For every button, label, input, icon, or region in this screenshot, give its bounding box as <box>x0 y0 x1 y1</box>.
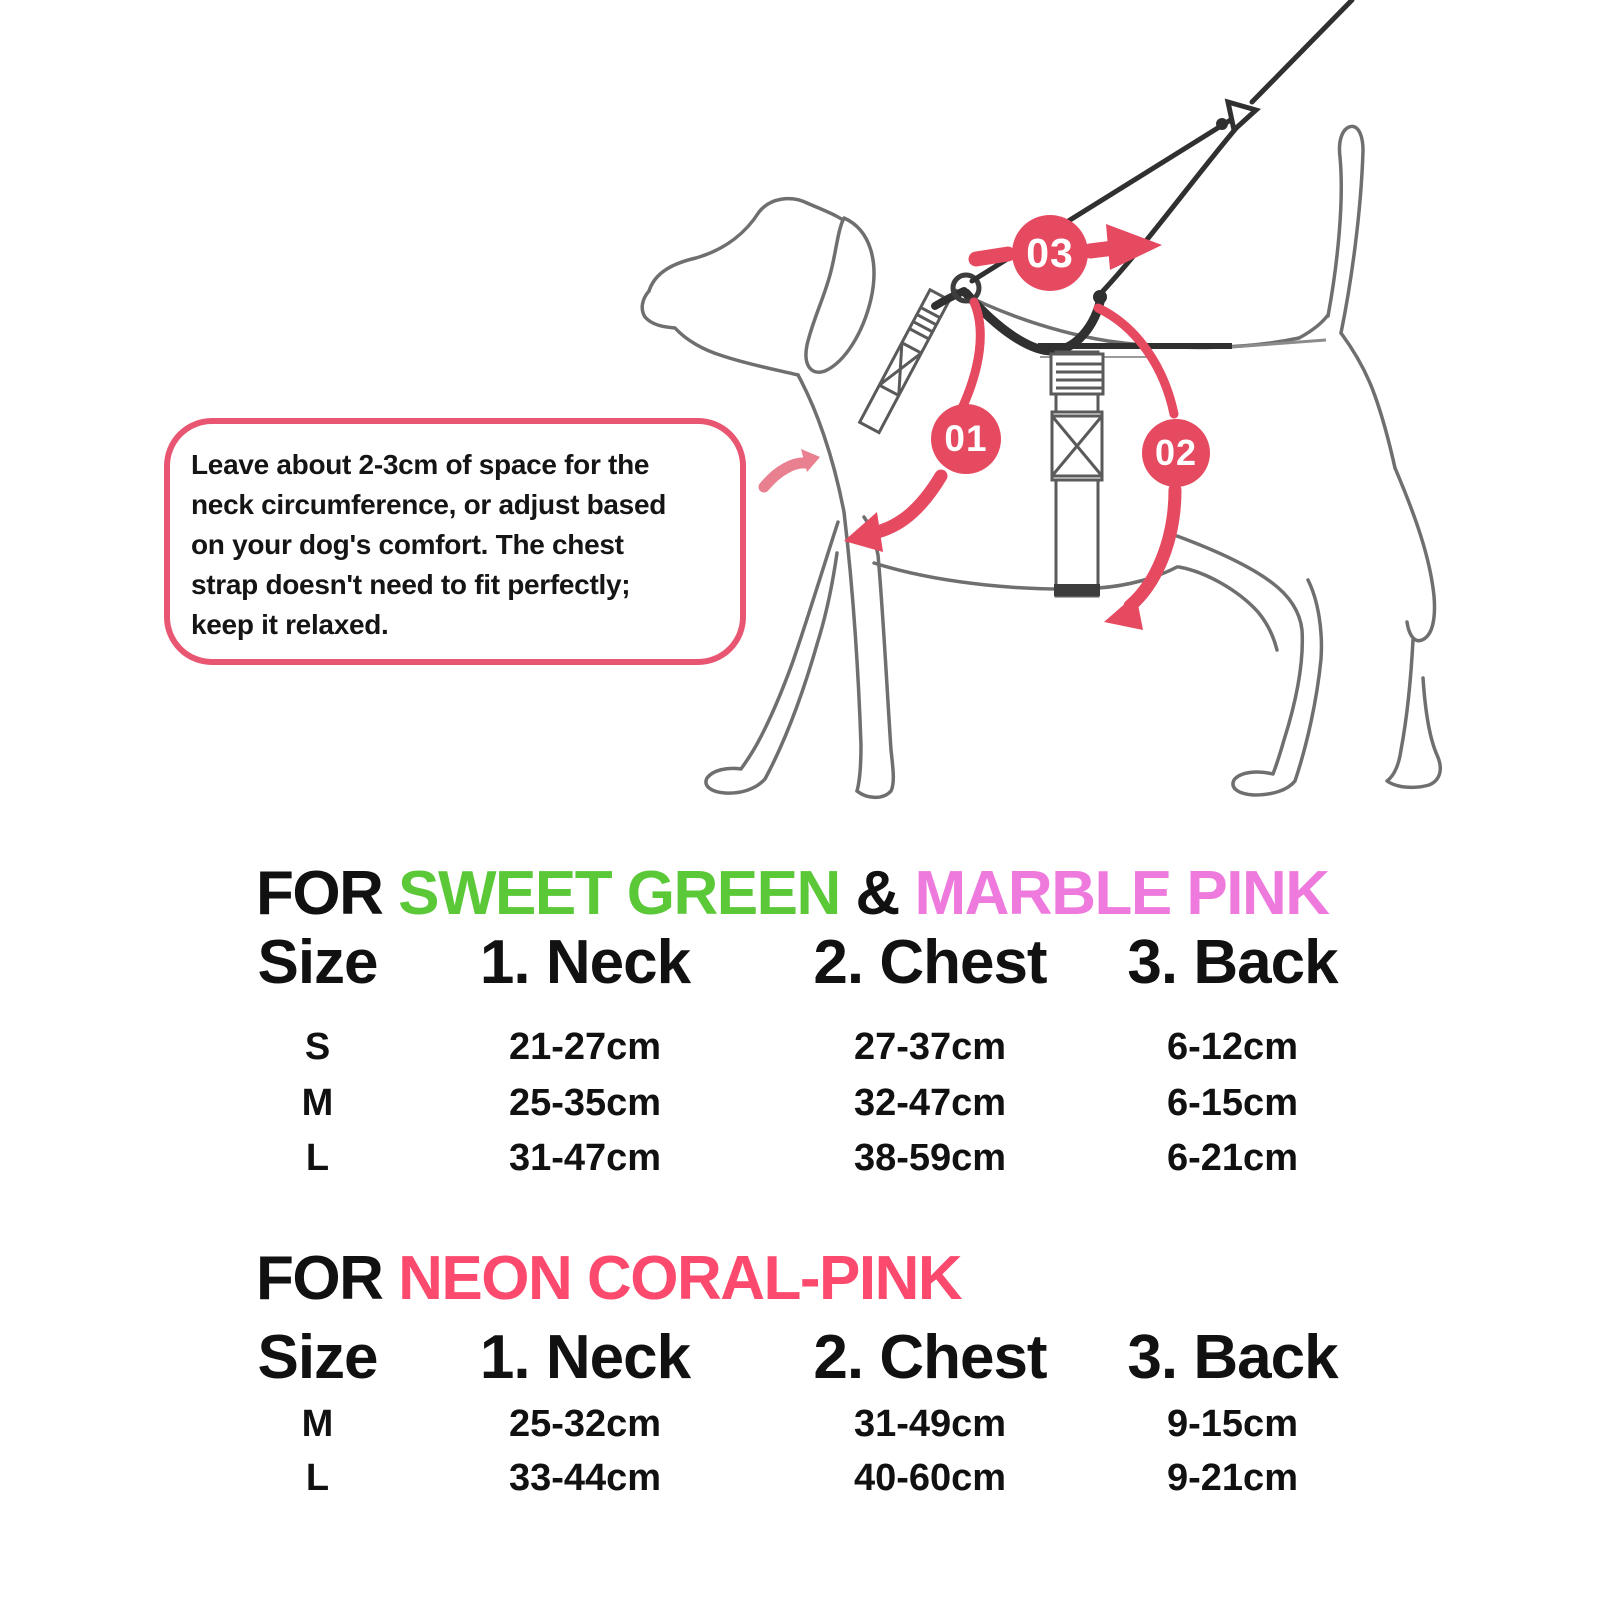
cell-neck: 25-32cm <box>508 1403 662 1445</box>
cell-back: 6-21cm <box>1167 1137 1298 1179</box>
cell-back: 9-15cm <box>1167 1403 1298 1445</box>
cell-back: 9-21cm <box>1167 1457 1298 1499</box>
title-neon-coral-pink: NEON CORAL-PINK <box>398 1244 962 1313</box>
table1-row-m <box>230 1075 1370 1131</box>
cell-size: M <box>301 1082 334 1124</box>
cell-chest: 31-49cm <box>853 1403 1007 1445</box>
title-marble-pink: MARBLE PINK <box>914 859 1329 928</box>
table1-row-s <box>230 1019 1370 1075</box>
col-header-neck: 1. Neck <box>479 928 691 997</box>
title-for: FOR <box>256 1244 399 1313</box>
table1-title <box>256 858 1329 929</box>
title-sweet-green: SWEET GREEN <box>398 859 840 928</box>
table2-row-m <box>230 1396 1370 1452</box>
callout-02-badge: 02 <box>1142 419 1210 487</box>
note-line: strap doesn't need to fit perfectly; <box>191 569 631 600</box>
col-header-size: Size <box>257 1323 378 1392</box>
cell-neck: 25-35cm <box>508 1082 662 1124</box>
cell-neck: 31-47cm <box>508 1137 662 1179</box>
table2-title <box>256 1243 961 1314</box>
col-header-back: 3. Back <box>1127 928 1338 997</box>
col-header-chest: 2. Chest <box>813 928 1047 997</box>
note-line: keep it relaxed. <box>191 609 389 640</box>
note-line: Leave about 2-3cm of space for the <box>191 449 650 480</box>
cell-chest: 27-37cm <box>853 1026 1007 1068</box>
cell-chest: 40-60cm <box>853 1457 1007 1499</box>
title-for: FOR <box>256 859 399 928</box>
cell-chest: 38-59cm <box>853 1137 1007 1179</box>
cell-size: S <box>304 1026 331 1068</box>
table2-row-l <box>230 1450 1370 1506</box>
callout-03-badge: 03 <box>1012 215 1088 291</box>
table2-header-row <box>230 1323 1370 1392</box>
harness-straps <box>860 275 1326 596</box>
table1-row-l <box>230 1130 1370 1186</box>
fitting-note-bubble <box>164 418 746 665</box>
col-header-chest: 2. Chest <box>813 1323 1047 1392</box>
cell-neck: 33-44cm <box>508 1457 662 1499</box>
callout-01-badge: 01 <box>931 404 1001 474</box>
title-amp: & <box>839 859 915 928</box>
note-line: on your dog's comfort. The chest <box>191 529 624 560</box>
cell-size: L <box>305 1457 330 1499</box>
table1-header-row <box>230 928 1370 997</box>
cell-chest: 32-47cm <box>853 1082 1007 1124</box>
cell-back: 6-15cm <box>1167 1082 1298 1124</box>
cell-neck: 21-27cm <box>508 1026 662 1068</box>
hand-drawn-arrow <box>764 449 820 487</box>
note-line: neck circumference, or adjust based <box>191 489 667 520</box>
cell-size: L <box>305 1137 330 1179</box>
cell-size: M <box>301 1403 334 1445</box>
cell-back: 6-12cm <box>1167 1026 1298 1068</box>
col-header-size: Size <box>257 928 378 997</box>
col-header-neck: 1. Neck <box>479 1323 691 1392</box>
col-header-back: 3. Back <box>1127 1323 1338 1392</box>
